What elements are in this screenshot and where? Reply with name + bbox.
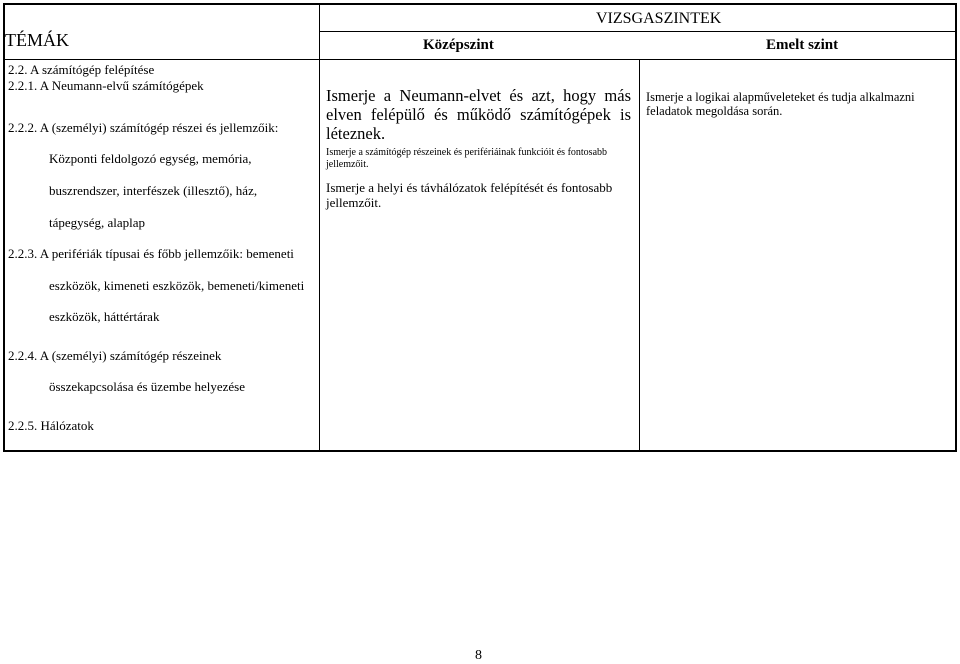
- row-divider-levels-header: [319, 31, 955, 32]
- exam-levels-header: VIZSGASZINTEK: [596, 10, 722, 27]
- topic-2-2-2-line-1: Központi feldolgozó egység, memória,: [49, 151, 252, 166]
- topic-2-2-5: 2.2.5. Hálózatok: [8, 418, 94, 433]
- page-number: 8: [475, 648, 482, 663]
- topic-2-2-3-line-2: eszközök, háttértárak: [49, 309, 160, 324]
- column-divider-levels: [639, 59, 640, 450]
- requirement-parts-peripherals: Ismerje a számítógép részeinek és perifériáinak funkcióit és fontosabb jellemzőit.: [326, 147, 608, 170]
- section-title: 2.2. A számítógép felépítése: [8, 62, 155, 77]
- intermediate-requirements: [326, 86, 631, 210]
- topic-2-2-3-line-1: eszközök, kimeneti eszközök, bemeneti/kimeneti: [49, 278, 305, 293]
- requirement-logic-operations: Ismerje a logikai alapműveleteket és tudja alkalmazni feladatok megoldása során.: [646, 90, 915, 118]
- topic-2-2-1: 2.2.1. A Neumann-elvű számítógépek: [8, 78, 204, 93]
- requirement-neumann: Ismerje a Neumann-elvet és azt, hogy más elven felépülő és működő számítógépek is léteznek.: [326, 86, 631, 143]
- topic-2-2-2-line-2: buszrendszer, interfészek (illesztő), ház,: [49, 183, 258, 198]
- advanced-level-header: Emelt szint: [766, 37, 839, 53]
- topic-2-2-3: 2.2.3. A perifériák típusai és főbb jellemzőik: bemeneti: [8, 246, 294, 261]
- requirement-networks: Ismerje a helyi és távhálózatok felépítését és fontosabb jellemzőit.: [326, 180, 613, 210]
- topic-2-2-2: 2.2.2. A (személyi) számítógép részei és jellemzőik:: [8, 120, 279, 135]
- advanced-requirements: [646, 90, 946, 118]
- topic-2-2-2-line-3: tápegység, alaplap: [49, 215, 146, 230]
- topic-2-2-4: 2.2.4. A (személyi) számítógép részeinek: [8, 348, 222, 363]
- intermediate-level-header: Középszint: [423, 37, 494, 53]
- column-divider-topics: [319, 5, 320, 450]
- row-divider-header: [5, 59, 955, 60]
- topics-header: TÉMÁK: [5, 30, 69, 50]
- topic-2-2-4-line-1: összekapcsolása és üzembe helyezése: [49, 379, 245, 394]
